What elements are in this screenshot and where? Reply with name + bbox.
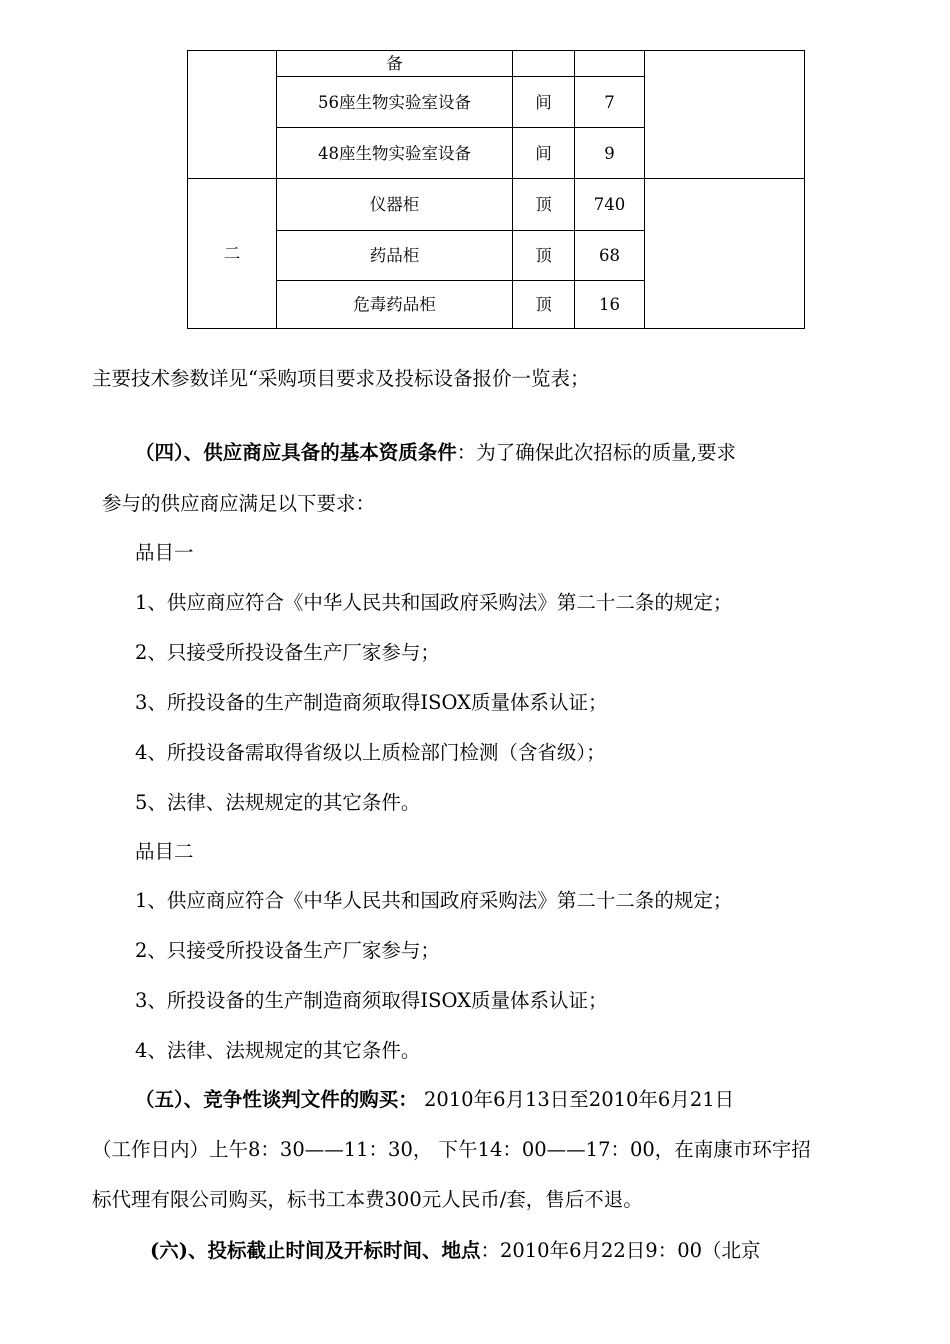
item-name: 危毒药品柜 — [277, 281, 513, 329]
item-qty: 7 — [575, 77, 645, 128]
section-6-heading: (六)、投标截止时间及开标时间、地点 — [150, 1239, 481, 1262]
section-6-time: ：2010年6月22日9：00（北京 — [480, 1239, 761, 1262]
section-6-line-1 — [150, 1235, 761, 1263]
item-1-requirement-2: 2、只接受所投设备生产厂家参与； — [135, 641, 440, 664]
table-row — [188, 51, 805, 77]
section-5-line-1 — [135, 1084, 734, 1112]
notes-cell-1 — [645, 51, 805, 179]
notes-cell-2 — [645, 179, 805, 329]
section-4-line-2: 参与的供应商应满足以下要求： — [102, 492, 376, 515]
item-2-title: 品目二 — [135, 840, 194, 863]
item-unit — [513, 51, 575, 77]
item-2-requirement-4: 4、法律、法规规定的其它条件。 — [135, 1039, 421, 1062]
item-2-requirement-2: 2、只接受所投设备生产厂家参与； — [135, 939, 440, 962]
item-name: 药品柜 — [277, 231, 513, 281]
item-name: 备 — [277, 51, 513, 77]
equipment-table — [187, 50, 805, 329]
item-unit: 顶 — [513, 281, 575, 329]
item-2-requirement-3: 3、所投设备的生产制造商须取得ISOX质量体系认证； — [135, 989, 608, 1012]
item-2-requirement-1: 1、供应商应符合《中华人民共和国政府采购法》第二十二条的规定； — [135, 889, 733, 912]
group-label: 二 — [188, 179, 277, 329]
section-5-line-3: 标代理有限公司购买，标书工本费300元人民币/套，售后不退。 — [92, 1188, 643, 1211]
section-4-line-1 — [135, 437, 736, 465]
item-1-title: 品目一 — [135, 541, 194, 564]
item-qty — [575, 51, 645, 77]
item-1-requirement-5: 5、法律、法规规定的其它条件。 — [135, 791, 421, 814]
section-5-heading: （五）、竞争性谈判文件的购买： — [135, 1088, 418, 1111]
item-qty: 740 — [575, 179, 645, 231]
group-cell-1 — [188, 51, 277, 179]
section-4-heading: （四）、供应商应具备的基本资质条件 — [135, 441, 457, 464]
item-1-requirement-1: 1、供应商应符合《中华人民共和国政府采购法》第二十二条的规定； — [135, 591, 733, 614]
section-4-intro: ：为了确保此次招标的质量,要求 — [456, 441, 736, 464]
table-row — [188, 179, 805, 231]
item-qty: 16 — [575, 281, 645, 329]
item-name: 48座生物实验室设备 — [277, 128, 513, 179]
item-unit: 间 — [513, 77, 575, 128]
item-qty: 68 — [575, 231, 645, 281]
item-1-requirement-4: 4、所投设备需取得省级以上质检部门检测（含省级）； — [135, 741, 606, 764]
item-1-requirement-3: 3、所投设备的生产制造商须取得ISOX质量体系认证； — [135, 691, 608, 714]
section-5-line-2: （工作日内）上午8：30——11：30， 下午14：00——17：00，在南康市环宇招 — [92, 1138, 811, 1161]
item-name: 56座生物实验室设备 — [277, 77, 513, 128]
section-5-dates: 2010年6月13日至2010年6月21日 — [417, 1088, 735, 1111]
item-name: 仪器柜 — [277, 179, 513, 231]
item-unit: 顶 — [513, 179, 575, 231]
item-unit: 顶 — [513, 231, 575, 281]
item-qty: 9 — [575, 128, 645, 179]
item-unit: 间 — [513, 128, 575, 179]
main-params-paragraph: 主要技术参数详见“采购项目要求及投标设备报价一览表； — [92, 367, 590, 390]
